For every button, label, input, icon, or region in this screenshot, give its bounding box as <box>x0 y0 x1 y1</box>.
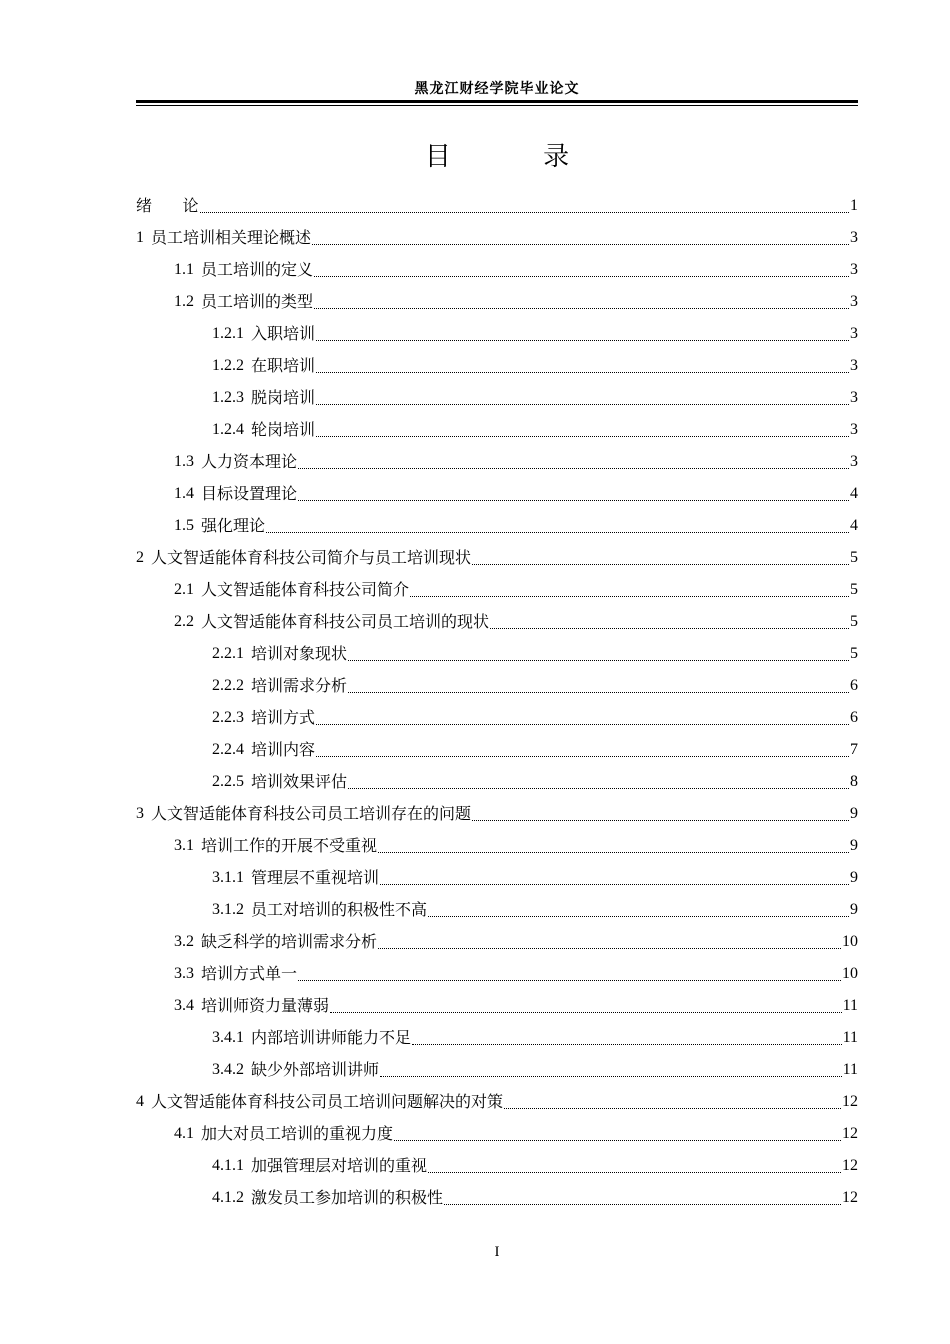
toc-entry-page: 11 <box>842 997 858 1014</box>
toc-entry-page: 1 <box>850 197 858 214</box>
toc-dot-leader <box>316 372 849 373</box>
toc-dot-leader <box>472 820 849 821</box>
toc-entry-title: 加大对员工培训的重视力度 <box>201 1124 394 1143</box>
toc-entry-page: 4 <box>850 517 858 534</box>
toc-entry[interactable] <box>136 414 858 446</box>
toc-entry[interactable] <box>136 222 858 254</box>
toc-dot-leader <box>266 532 849 533</box>
toc-entry-page: 10 <box>842 933 858 950</box>
toc-entry-page: 5 <box>850 645 858 662</box>
page-title: 目 录 <box>424 142 612 172</box>
toc-entry[interactable] <box>136 1118 858 1150</box>
toc-dot-leader <box>428 1172 841 1173</box>
toc-entry-number: 1.5 <box>174 517 194 534</box>
toc-entry-title: 强化理论 <box>201 516 266 535</box>
toc-dot-leader <box>394 1140 841 1141</box>
toc-entry[interactable] <box>136 894 858 926</box>
toc-entry-title: 培训方式 <box>251 708 316 727</box>
toc-dot-leader <box>314 276 849 277</box>
toc-entry-title: 培训效果评估 <box>251 772 348 791</box>
toc-entry[interactable] <box>136 542 858 574</box>
toc-entry-page: 5 <box>850 549 858 566</box>
toc-dot-leader <box>428 916 849 917</box>
toc-entry[interactable] <box>136 350 858 382</box>
toc-entry-page: 3 <box>850 453 858 470</box>
toc-entry-page: 9 <box>850 869 858 886</box>
toc-entry-number: 2.2.4 <box>212 741 244 758</box>
toc-entry[interactable] <box>136 862 858 894</box>
toc-entry[interactable] <box>136 510 858 542</box>
running-header: 黑龙江财经学院毕业论文 <box>414 81 580 97</box>
toc-entry-page: 3 <box>850 293 858 310</box>
toc-entry-page: 3 <box>850 229 858 246</box>
toc-entry-title: 人文智适能体育科技公司员工培训问题解决的对策 <box>151 1092 504 1111</box>
page-number: I <box>494 1244 500 1260</box>
toc-dot-leader <box>316 404 849 405</box>
toc-dot-leader <box>298 500 849 501</box>
toc-entry[interactable] <box>136 670 858 702</box>
toc-entry-page: 12 <box>842 1189 858 1206</box>
toc-entry-number: 2.2 <box>174 613 194 630</box>
toc-entry[interactable] <box>136 766 858 798</box>
toc-entry-number: 3.1.1 <box>212 869 244 886</box>
toc-dot-leader <box>200 212 849 213</box>
toc-dot-leader <box>298 468 849 469</box>
toc-entry-page: 8 <box>850 773 858 790</box>
toc-entry-title: 员工培训的定义 <box>201 260 314 279</box>
toc-entry-page: 12 <box>842 1125 858 1142</box>
toc-entry-number: 1.2.2 <box>212 357 244 374</box>
toc-entry-number: 4.1.1 <box>212 1157 244 1174</box>
toc-entry-number: 1 <box>136 229 144 246</box>
table-of-contents <box>136 190 858 1214</box>
toc-entry-page: 10 <box>842 965 858 982</box>
toc-entry-page: 3 <box>850 357 858 374</box>
toc-entry[interactable] <box>136 286 858 318</box>
toc-entry-number: 4.1.2 <box>212 1189 244 1206</box>
toc-entry-number: 3.4 <box>174 997 194 1014</box>
toc-entry-title: 员工对培训的积极性不高 <box>251 900 428 919</box>
toc-entry[interactable] <box>136 606 858 638</box>
toc-entry-page: 9 <box>850 901 858 918</box>
toc-entry[interactable] <box>136 574 858 606</box>
toc-entry-title: 缺少外部培训讲师 <box>251 1060 380 1079</box>
toc-entry-number: 1.2.4 <box>212 421 244 438</box>
toc-entry-page: 9 <box>850 837 858 854</box>
toc-dot-leader <box>316 724 849 725</box>
toc-entry[interactable] <box>136 926 858 958</box>
toc-entry-number: 2.2.3 <box>212 709 244 726</box>
toc-entry-title: 人文智适能体育科技公司员工培训的现状 <box>201 612 490 631</box>
toc-dot-leader <box>314 308 849 309</box>
toc-entry-page: 9 <box>850 805 858 822</box>
toc-entry-title: 人文智适能体育科技公司员工培训存在的问题 <box>151 804 472 823</box>
toc-dot-leader <box>312 244 849 245</box>
toc-entry-title: 培训工作的开展不受重视 <box>201 836 378 855</box>
toc-entry-title: 目标设置理论 <box>201 484 298 503</box>
toc-dot-leader <box>472 564 849 565</box>
toc-entry-title: 培训对象现状 <box>251 644 348 663</box>
toc-entry-title: 脱岗培训 <box>251 388 316 407</box>
toc-dot-leader <box>348 692 849 693</box>
toc-entry-title: 人文智适能体育科技公司简介 <box>201 580 410 599</box>
toc-entry-title: 管理层不重视培训 <box>251 868 380 887</box>
toc-entry-number: 2.2.5 <box>212 773 244 790</box>
toc-dot-leader <box>504 1108 841 1109</box>
toc-dot-leader <box>348 660 849 661</box>
toc-entry-page: 3 <box>850 325 858 342</box>
toc-dot-leader <box>298 980 841 981</box>
toc-entry-title: 激发员工参加培训的积极性 <box>251 1188 444 1207</box>
toc-entry-number: 1.4 <box>174 485 194 502</box>
toc-entry[interactable] <box>136 958 858 990</box>
toc-dot-leader <box>316 756 849 757</box>
toc-entry-page: 3 <box>850 261 858 278</box>
toc-entry[interactable] <box>136 1150 858 1182</box>
toc-entry-page: 3 <box>850 421 858 438</box>
toc-entry-number: 3.4.2 <box>212 1061 244 1078</box>
toc-entry-number: 1.2.3 <box>212 389 244 406</box>
toc-entry-number: 4.1 <box>174 1125 194 1142</box>
toc-entry-number: 3.4.1 <box>212 1029 244 1046</box>
toc-entry-number: 1.2.1 <box>212 325 244 342</box>
toc-entry-title: 人文智适能体育科技公司简介与员工培训现状 <box>151 548 472 567</box>
toc-entry[interactable] <box>136 1182 858 1214</box>
toc-entry-page: 11 <box>842 1061 858 1078</box>
toc-entry[interactable] <box>136 990 858 1022</box>
header-rule-thick <box>136 100 858 103</box>
toc-entry-number: 2.1 <box>174 581 194 598</box>
toc-entry-number: 2.2.2 <box>212 677 244 694</box>
toc-entry-number: 1.2 <box>174 293 194 310</box>
toc-entry-page: 5 <box>850 613 858 630</box>
toc-entry[interactable] <box>136 830 858 862</box>
toc-entry-title: 在职培训 <box>251 356 316 375</box>
toc-dot-leader <box>378 852 849 853</box>
toc-entry[interactable] <box>136 1086 858 1118</box>
toc-dot-leader <box>316 436 849 437</box>
toc-entry[interactable] <box>136 446 858 478</box>
toc-dot-leader <box>378 948 841 949</box>
toc-entry-title: 员工培训相关理论概述 <box>151 228 312 247</box>
toc-entry-page: 6 <box>850 677 858 694</box>
toc-dot-leader <box>316 340 849 341</box>
toc-entry-title: 轮岗培训 <box>251 420 316 439</box>
toc-entry-title: 培训方式单一 <box>201 964 298 983</box>
toc-entry-page: 12 <box>842 1093 858 1110</box>
toc-entry[interactable] <box>136 254 858 286</box>
toc-entry-title: 培训需求分析 <box>251 676 348 695</box>
toc-entry[interactable] <box>136 638 858 670</box>
toc-entry-number: 3.3 <box>174 965 194 982</box>
toc-dot-leader <box>348 788 849 789</box>
toc-dot-leader <box>380 1076 842 1077</box>
toc-dot-leader <box>444 1204 841 1205</box>
toc-entry-page: 5 <box>850 581 858 598</box>
toc-entry[interactable] <box>136 478 858 510</box>
toc-entry-number: 2 <box>136 549 144 566</box>
toc-entry[interactable] <box>136 1054 858 1086</box>
toc-entry[interactable] <box>136 798 858 830</box>
toc-entry-title: 培训内容 <box>251 740 316 759</box>
toc-entry[interactable] <box>136 734 858 766</box>
toc-entry[interactable] <box>136 318 858 350</box>
toc-dot-leader <box>330 1012 842 1013</box>
toc-entry-number: 3.1 <box>174 837 194 854</box>
toc-entry-page: 4 <box>850 485 858 502</box>
toc-entry-title: 培训师资力量薄弱 <box>201 996 330 1015</box>
toc-entry-number: 2.2.1 <box>212 645 244 662</box>
toc-entry-title: 内部培训讲师能力不足 <box>251 1028 412 1047</box>
toc-entry-number: 4 <box>136 1093 144 1110</box>
header-rule-thin <box>136 105 858 106</box>
toc-entry-title: 缺乏科学的培训需求分析 <box>201 932 378 951</box>
toc-dot-leader <box>410 596 849 597</box>
toc-entry[interactable] <box>136 190 858 222</box>
toc-entry-title: 人力资本理论 <box>201 452 298 471</box>
toc-entry-page: 11 <box>842 1029 858 1046</box>
toc-entry-title: 员工培训的类型 <box>201 292 314 311</box>
toc-entry[interactable] <box>136 1022 858 1054</box>
toc-entry[interactable] <box>136 382 858 414</box>
toc-entry-page: 6 <box>850 709 858 726</box>
toc-entry-number: 3 <box>136 805 144 822</box>
toc-entry-number: 1.1 <box>174 261 194 278</box>
toc-entry-page: 7 <box>850 741 858 758</box>
toc-entry-number: 3.2 <box>174 933 194 950</box>
toc-entry-title: 加强管理层对培训的重视 <box>251 1156 428 1175</box>
toc-dot-leader <box>412 1044 842 1045</box>
toc-entry-page: 3 <box>850 389 858 406</box>
toc-entry-number: 1.3 <box>174 453 194 470</box>
toc-dot-leader <box>490 628 849 629</box>
toc-entry-number: 3.1.2 <box>212 901 244 918</box>
toc-entry[interactable] <box>136 702 858 734</box>
toc-entry-title: 绪 论 <box>136 196 199 215</box>
toc-entry-page: 12 <box>842 1157 858 1174</box>
toc-dot-leader <box>380 884 849 885</box>
toc-entry-title: 入职培训 <box>251 324 316 343</box>
